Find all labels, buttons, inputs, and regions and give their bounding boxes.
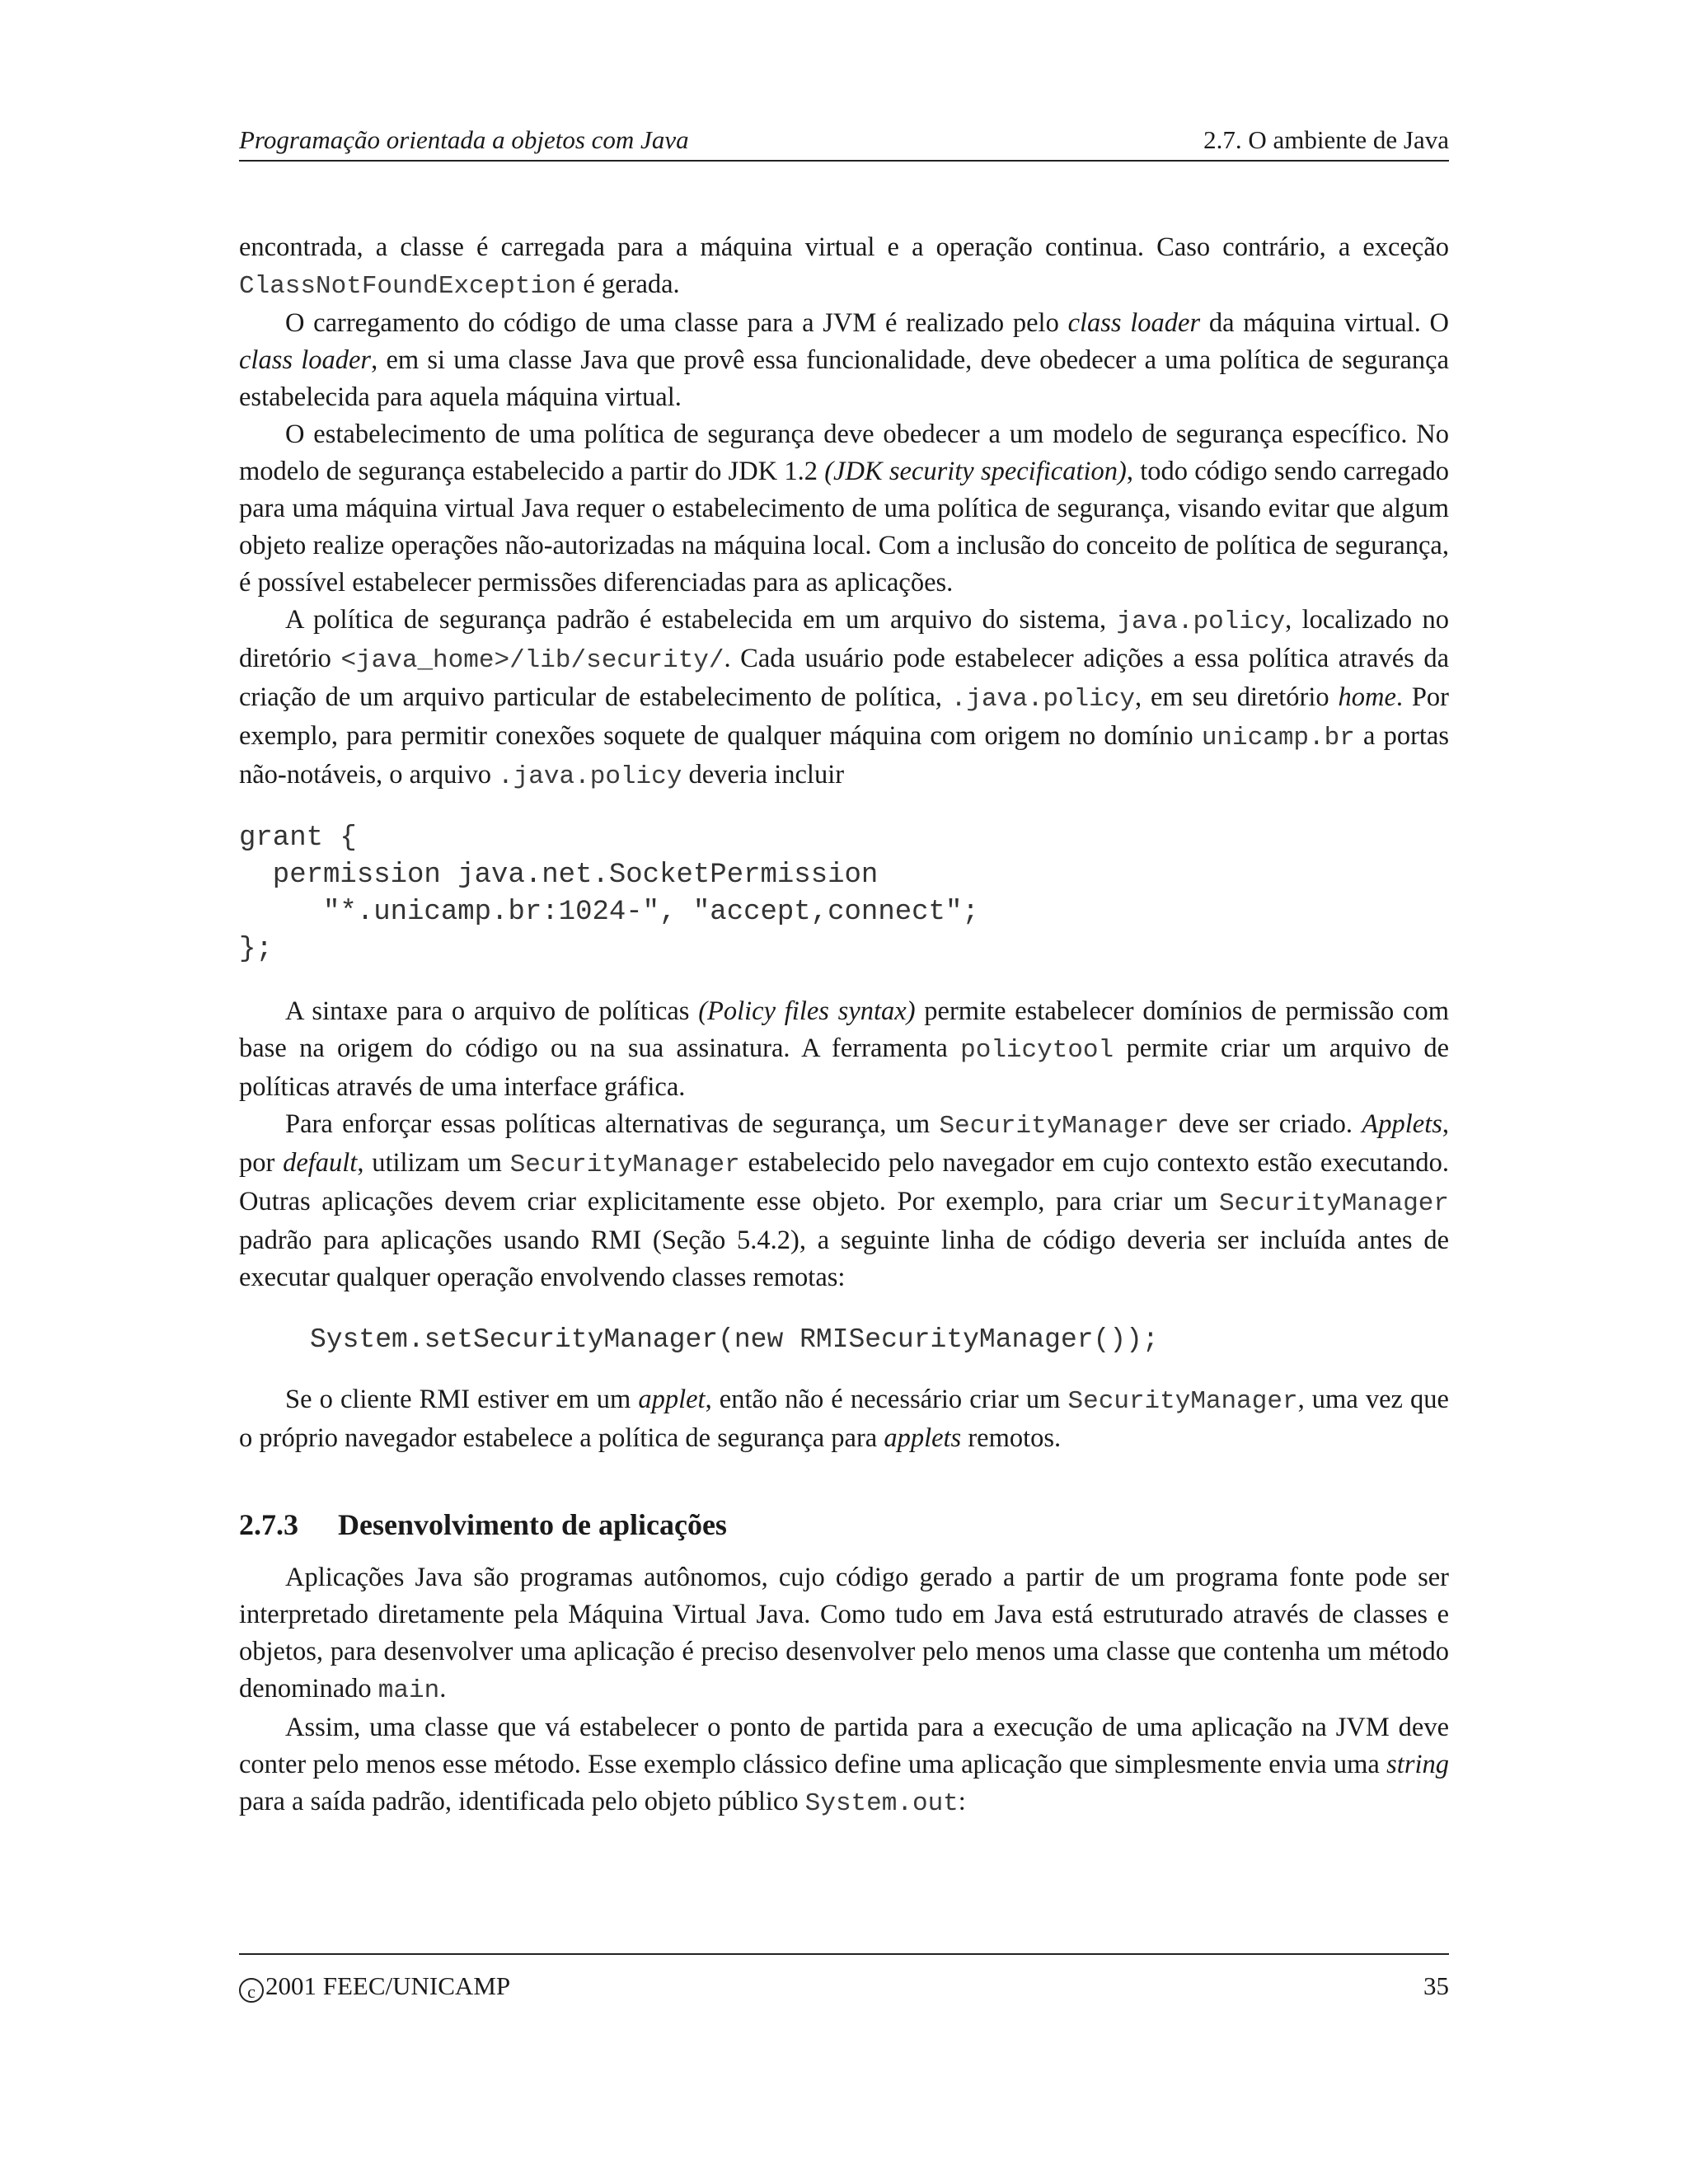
text: encontrada, a classe é carregada para a máquina virtual e a operação continua. Caso contrário, a exceção — [239, 232, 1449, 262]
paragraph-9 — [239, 1709, 1449, 1822]
inline-code: SecurityManager — [1218, 1189, 1449, 1218]
text: , em seu diretório — [1135, 682, 1339, 712]
inline-code: unicamp.br — [1201, 724, 1355, 752]
text: estabelecido pelo navegador em cujo contexto estão executando. Outras aplicações devem criar explicitamente esse objeto. Por exemplo, para criar um — [239, 1148, 1449, 1216]
text: para a saída padrão, identificada pelo objeto público — [239, 1787, 805, 1816]
inline-code: .java.policy — [498, 762, 682, 791]
code-line-security-manager: System.setSecurityManager(new RMISecurityManager()); — [310, 1324, 1159, 1355]
text: deve ser criado. — [1169, 1109, 1362, 1139]
paragraph-2 — [239, 305, 1449, 416]
text: é gerada. — [576, 269, 680, 299]
text: permite estabelecer domínios de permissão com base na origem do código ou na sua assinatura. A ferramenta — [239, 996, 1449, 1063]
text: Se o cliente RMI estiver em um — [285, 1385, 639, 1414]
emphasis: class loader — [239, 345, 372, 375]
emphasis: Applets — [1362, 1109, 1442, 1139]
text: O carregamento do código de uma classe para a JVM é realizado pelo — [285, 308, 1068, 338]
emphasis: home — [1338, 682, 1396, 712]
text: deveria incluir — [682, 760, 845, 790]
running-header — [239, 124, 1449, 162]
inline-code: System.out — [804, 1789, 959, 1818]
text: . Cada usuário pode estabelecer adições a essa política através da criação de um arquivo particular de estabelecimento de política, — [239, 644, 1449, 712]
header-section-title: 2.7. O ambiente de Java — [1203, 125, 1449, 154]
paragraph-1 — [239, 229, 1449, 305]
paragraph-8 — [239, 1559, 1449, 1709]
inline-code: SecurityManager — [939, 1112, 1170, 1141]
text: , utilizam um — [357, 1148, 510, 1178]
footer-copyright-text: 2001 FEEC/UNICAMP — [265, 1971, 511, 2000]
emphasis: class loader — [1067, 308, 1201, 338]
text: . — [439, 1674, 447, 1704]
inline-code: ClassNotFoundException — [239, 272, 577, 301]
page-footer — [239, 1953, 1449, 2002]
paragraph-5 — [239, 993, 1449, 1106]
text: da máquina virtual. O — [1200, 308, 1450, 338]
inline-code: <java_home>/lib/security/ — [340, 646, 724, 675]
text: permite criar um arquivo de políticas através de uma interface gráfica. — [239, 1033, 1449, 1102]
text: O estabelecimento de uma política de segurança deve obedecer a um modelo de segurança específico. No modelo de segurança estabelecido a partir do JDK 1.2 — [239, 419, 1449, 486]
paragraph-4 — [239, 602, 1449, 795]
emphasis: string — [1386, 1750, 1449, 1779]
text: remotos. — [961, 1423, 1062, 1453]
paragraph-6 — [239, 1106, 1449, 1296]
inline-code: .java.policy — [950, 685, 1135, 714]
emphasis: (Policy files syntax) — [698, 996, 916, 1026]
inline-code: java.policy — [1116, 607, 1286, 636]
paragraph-7 — [239, 1381, 1449, 1457]
inline-code: policytool — [960, 1036, 1114, 1065]
text: a portas não-notáveis, o arquivo — [239, 721, 1449, 790]
header-book-title: Programação orientada a objetos com Java — [239, 125, 689, 154]
section-heading — [239, 1505, 1449, 1544]
text: A sintaxe para o arquivo de políticas — [285, 996, 699, 1026]
text: , todo código sendo carregado para uma máquina virtual Java requer o estabelecimento de uma política de segurança, visando evitar que algum objeto realize operações não-autorizadas na máquina local. Com a inclusão do conceito de política de segurança, é possível estabelecer permissões diferenciadas para as aplicações. — [239, 457, 1450, 598]
emphasis: applet — [638, 1385, 706, 1414]
text: , localizado no diretório — [239, 605, 1449, 673]
text: , em si uma classe Java que provê essa funcionalidade, deve obedecer a uma política de segurança estabelecida para aquela máquina virtual. — [239, 345, 1449, 412]
footer-copyright — [239, 1971, 510, 2003]
section-number: 2.7.3 — [239, 1508, 298, 1541]
text: : — [958, 1787, 966, 1816]
emphasis: applets — [884, 1423, 962, 1453]
text: , então não é necessário criar um — [705, 1385, 1068, 1414]
text: Assim, uma classe que vá estabelecer o ponto de partida para a execução de uma aplicação na JVM deve conter pelo menos esse método. Esse exemplo clássico define uma aplicação que simplesmente envia uma — [239, 1713, 1449, 1779]
code-block-policy: grant { permission java.net.SocketPermission "*.unicamp.br:1024-", "accept,connect"; }; — [239, 823, 979, 965]
text: A política de segurança padrão é estabelecida em um arquivo do sistema, — [285, 605, 1117, 635]
text: . Por exemplo, para permitir conexões soquete de qualquer máquina com origem no domínio — [239, 682, 1449, 751]
inline-code: main — [377, 1676, 440, 1705]
text: Para enforçar essas políticas alternativas de segurança, um — [285, 1109, 940, 1139]
text: padrão para aplicações usando RMI (Seção 5.4.2), a seguinte linha de código deveria ser incluída antes de executar qualquer operação envolvendo classes remotas: — [239, 1226, 1449, 1292]
copyright-icon: c — [239, 1978, 264, 2003]
section-title: Desenvolvimento de aplicações — [338, 1508, 727, 1541]
page-body — [239, 229, 1449, 1822]
inline-code: SecurityManager — [1067, 1387, 1298, 1416]
text: Aplicações Java são programas autônomos, cujo código gerado a partir de um programa fonte pode ser interpretado diretamente pela Máquina Virtual Java. Como tudo em Java está estruturado através de classes e objetos, para desenvolver uma aplicação é preciso desenvolver pelo menos uma classe que contenha um método denominado — [239, 1563, 1449, 1704]
emphasis: default — [283, 1148, 358, 1178]
emphasis: (JDK security specification) — [824, 457, 1127, 486]
inline-code: SecurityManager — [509, 1151, 740, 1179]
text: , por — [239, 1109, 1449, 1178]
page-number: 35 — [1423, 1971, 1449, 2000]
paragraph-3 — [239, 416, 1449, 602]
text: , uma vez que o próprio navegador estabelece a política de segurança para — [239, 1385, 1449, 1453]
